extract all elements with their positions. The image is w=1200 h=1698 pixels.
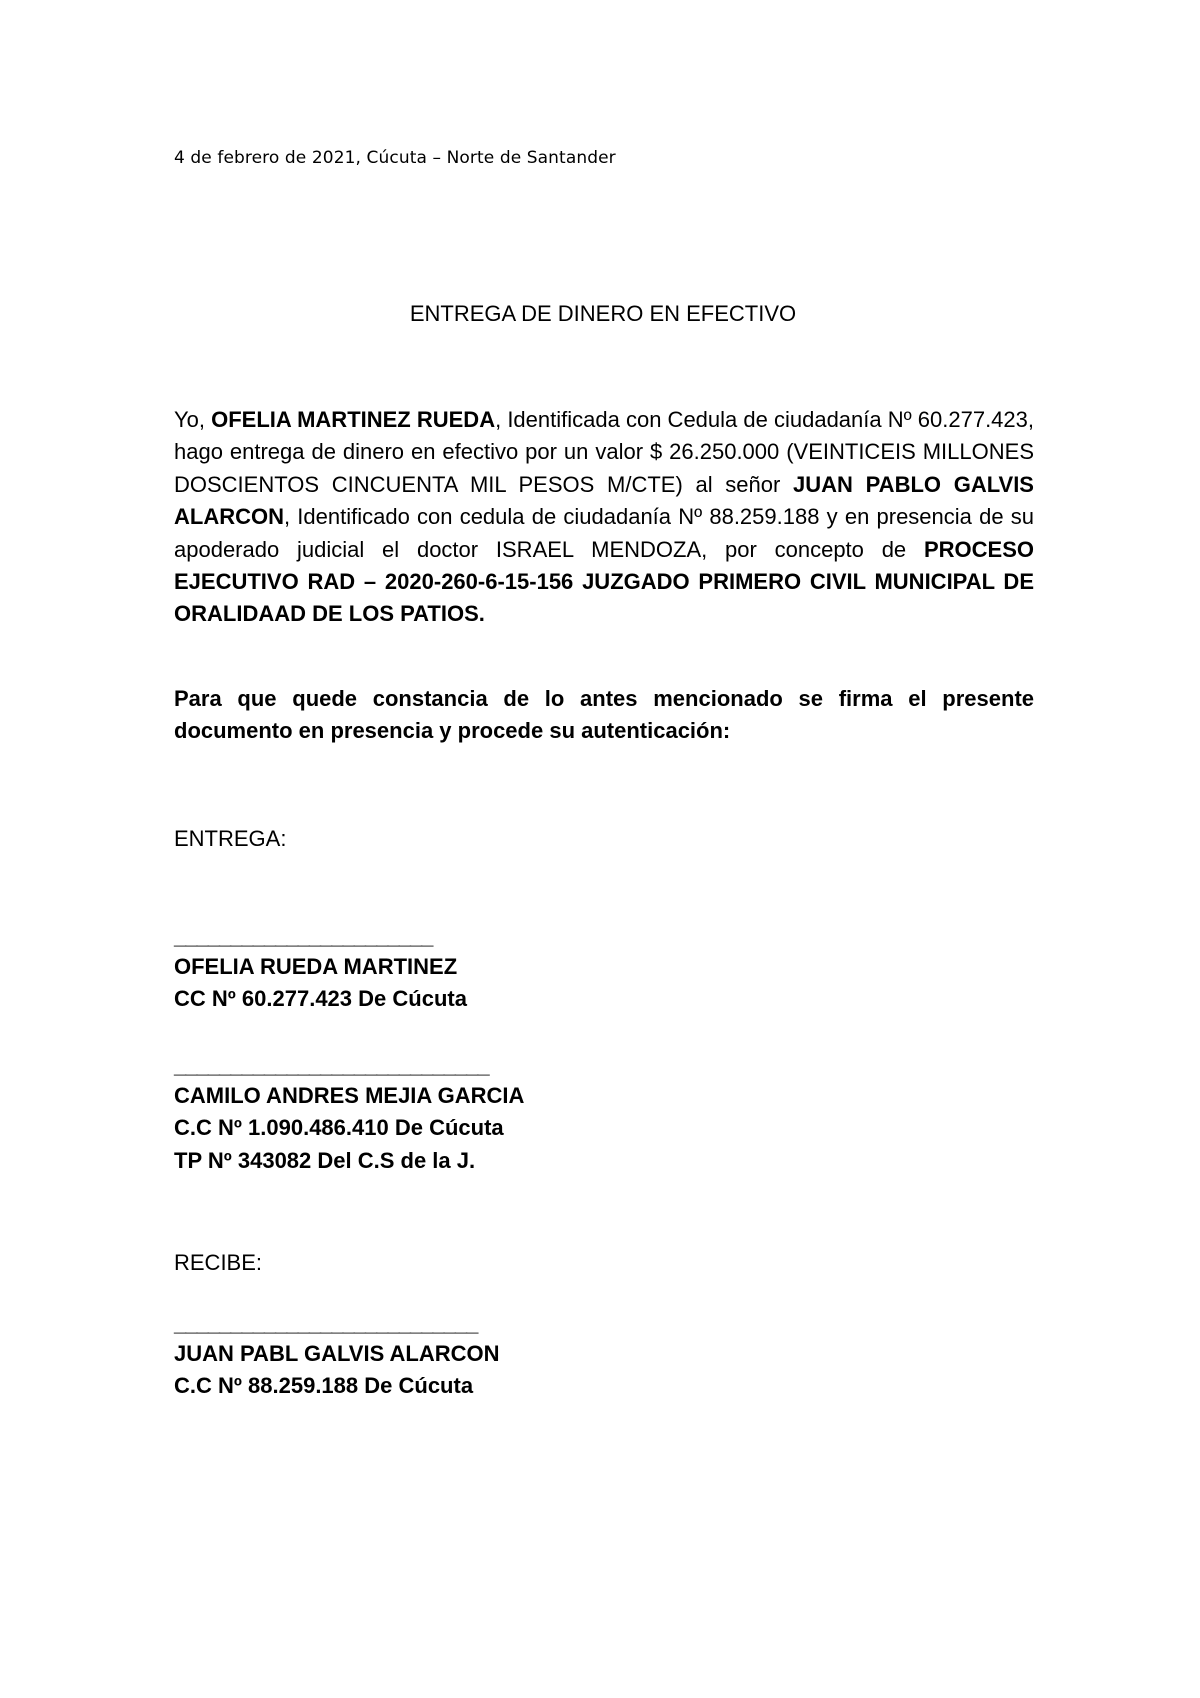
signer-attorney-name: CAMILO ANDRES MEJIA GARCIA [174,1083,525,1108]
recipient-name: JUAN PABLO GALVIS ALARCON [174,471,1034,530]
date-place-line: 4 de febrero de 2021, Cúcuta – Norte de Santander [174,148,616,168]
signer-attorney-block [174,1080,524,1177]
paragraph-middle: , Identificada con Cedula de ciudadanía Nº 60.277.423, hago entrega de dinero en efectivo por un valor $ 26.250.000 (VEINTICEIS MILLONES DOSCIENTOS CINCUENTA MIL PESOS M/CTE) al señor [174,407,1034,497]
signer-recipient-block [174,1338,500,1403]
signer-giver-name: OFELIA RUEDA MARTINEZ [174,954,458,979]
constancy-paragraph: Para que quede constancia de lo antes mencionado se firma el presente documento en presencia y procede su autenticación: [174,686,1034,744]
document-title: ENTREGA DE DINERO EN EFECTIVO [409,301,797,326]
signer-recipient-name: JUAN PABL GALVIS ALARCON [174,1341,500,1366]
signer-giver-block [174,951,467,1016]
signature-line-recipient: ___________________________ [174,1311,478,1336]
signer-giver-id: CC Nº 60.277.423 De Cúcuta [174,986,467,1012]
paragraph-intro: Yo, [174,407,212,432]
signer-attorney-id: C.C Nº 1.090.486.410 De Cúcuta [174,1115,504,1141]
giver-name: OFELIA MARTINEZ RUEDA [211,407,496,432]
signature-line-attorney: ____________________________ [174,1053,489,1078]
body-paragraph [174,404,1034,631]
paragraph-rest: , Identificado con cedula de ciudadanía Nº 88.259.188 y en presencia de su apoderado judicial el doctor ISRAEL MENDOZA, por concepto de [174,504,1034,562]
recibe-label: RECIBE: [174,1250,263,1275]
entrega-label: ENTREGA: [174,826,287,851]
case-reference: PROCESO EJECUTIVO RAD – 2020-260-6-15-156 JUZGADO PRIMERO CIVIL MUNICIPAL DE ORALIDAAD DE LOS PATIOS. [174,536,1034,627]
signer-recipient-id: C.C Nº 88.259.188 De Cúcuta [174,1373,474,1399]
signer-attorney-tp: TP Nº 343082 Del C.S de la J. [174,1147,476,1173]
signature-line-giver: _______________________ [174,924,433,949]
